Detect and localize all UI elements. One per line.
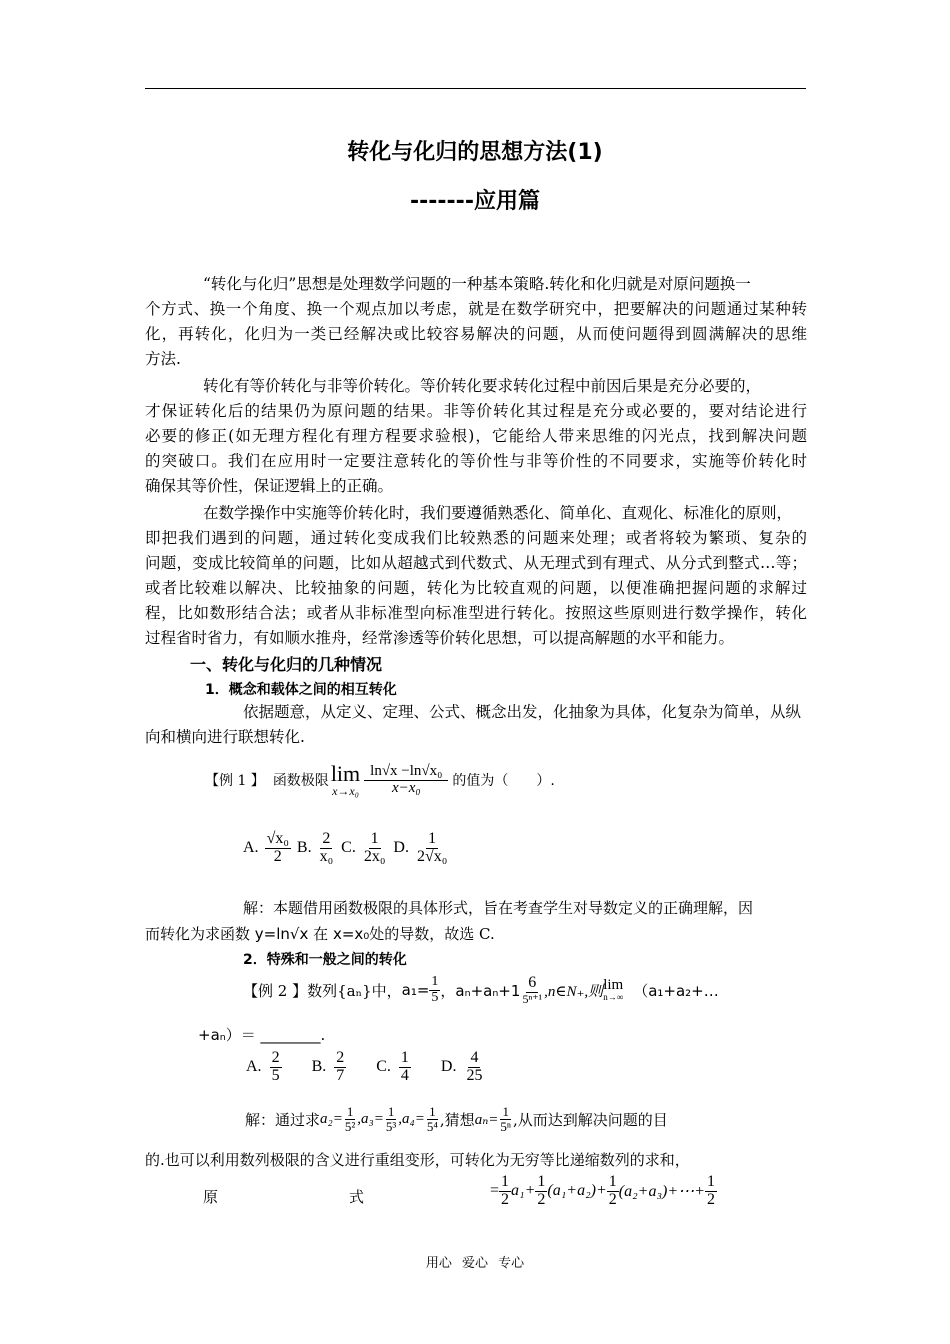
para1-line: 化，再转化，化归为一类已经解决或比较容易解决的问题，从而使问题得到圆满解决的思维	[145, 325, 807, 343]
denominator: 5²	[344, 1118, 356, 1134]
para1-line: 个方式、换一个角度、换一个观点加以考虑，就是在数学研究中，把要解决的问题通过某种转	[145, 300, 807, 318]
para3-line: 或者比较难以解决、比较抽象的问题，转化为比较直观的问题，以便准确把握问题的求解过	[145, 579, 807, 597]
option-a-label: A.	[243, 839, 259, 856]
shi-char: 式	[349, 1188, 365, 1206]
lim-symbol: lim	[330, 761, 361, 786]
example-text: 函数极限	[272, 773, 329, 789]
para2-line: 转化有等价转化与非等价转化。等价转化要求转化过程中前因后果是充分必要的，	[203, 377, 762, 395]
half-fraction	[705, 1174, 717, 1209]
option-c-value	[399, 1050, 411, 1085]
option-d-value	[415, 831, 449, 866]
numerator: 6	[528, 973, 537, 991]
option-b-value	[334, 1050, 346, 1085]
text: 在	[313, 925, 329, 943]
option-d-value	[464, 1050, 484, 1085]
numerator: √x₀	[266, 829, 289, 847]
term: (a₂+a₃)+⋯+	[618, 1183, 705, 1200]
numerator: 1	[501, 1172, 510, 1190]
denominator: 5	[271, 1066, 280, 1084]
lim-subscript: n→∞	[603, 992, 624, 1002]
fraction	[520, 975, 544, 1005]
limit-operator	[331, 763, 360, 797]
fraction-denominator: x−x₀	[391, 779, 421, 796]
para2-line: 必要的修正(如无理方程化有理方程要求验根)，它能给人带来思维的闪光点，找到解决问题	[145, 427, 807, 445]
lim-subscript: x→x₀	[332, 784, 359, 798]
example-label: 【例 2 】	[243, 981, 308, 1000]
term: ,a₄=	[398, 1110, 425, 1127]
denominator: 5ⁿ	[500, 1118, 511, 1134]
limit-operator	[603, 978, 623, 1002]
denominator: 5³	[385, 1118, 397, 1134]
denominator: 2	[501, 1190, 510, 1208]
para3-line: 程，比如数形结合法；或者从非标准型向标准型进行转化。按照这些原则进行数学操作，转化	[145, 604, 807, 622]
term: ,a₃=	[357, 1110, 384, 1127]
subsection-heading: 1．概念和载体之间的相互转化	[205, 682, 397, 698]
numerator: 1	[608, 1172, 617, 1190]
fraction	[343, 1105, 357, 1133]
denominator: 5ⁿ⁺¹	[522, 991, 543, 1006]
denominator: 4	[400, 1066, 409, 1084]
fraction	[384, 1105, 398, 1133]
para2-line: 的突破口。我们在应用时一定要注意转化的等价性与非等价性的不同要求，实施等价转化时	[145, 452, 807, 470]
term: (a₁+a₂)+	[547, 1182, 607, 1199]
numerator: 1	[706, 1172, 715, 1190]
solution-2-line	[245, 1096, 668, 1142]
fraction-numerator: ln√x −ln√x₀	[364, 764, 448, 781]
numerator: 1	[431, 973, 439, 989]
numerator: 1	[428, 829, 437, 847]
denominator: x₀	[319, 847, 334, 865]
para3-line: 即把我们遇到的问题，通过转化变成我们比较熟悉的问题来处理；或者将较为繁琐、复杂的	[145, 529, 807, 547]
term: a₁=	[401, 981, 430, 999]
page-subtitle: -------应用篇	[410, 189, 540, 214]
lim-symbol: lim	[603, 977, 624, 993]
denominator: 2	[706, 1190, 715, 1208]
page-title: 转化与化归的思想方法(1)	[347, 140, 603, 165]
half-fraction	[535, 1174, 547, 1209]
term: （a₁+a₂+…	[633, 981, 719, 1000]
solution-1-line	[145, 923, 495, 944]
text: 解：通过求	[245, 1110, 321, 1129]
option-a-label: A.	[246, 1058, 262, 1075]
text: ,从而达到解决问题的目	[513, 1110, 668, 1129]
text: 处的导数，故选 C.	[369, 925, 495, 943]
fraction	[429, 975, 440, 1005]
limit-fraction	[364, 764, 448, 797]
denominator: 2√x₀	[416, 847, 448, 865]
numerator: 1	[400, 1048, 409, 1066]
term: ，aₙ+aₙ+1	[440, 981, 521, 1000]
example-2-line: +aₙ）＝ ________.	[198, 1026, 326, 1044]
half-fraction	[607, 1174, 619, 1209]
denominator: 7	[336, 1066, 345, 1084]
sub1-text-line: 向和横向进行联想转化.	[145, 728, 305, 746]
numerator: 1	[502, 1103, 509, 1119]
example-tail: 的值为（ ）.	[452, 773, 555, 789]
option-d-label: D.	[440, 1058, 457, 1075]
denominator: 2	[608, 1190, 617, 1208]
numerator: 2	[336, 1048, 345, 1066]
para1-line: 方法.	[145, 350, 181, 368]
option-c-label: C.	[376, 1058, 391, 1075]
numerator: 4	[470, 1048, 479, 1066]
option-b-label: B.	[311, 1058, 327, 1075]
option-a-value	[265, 831, 291, 866]
fraction	[498, 1105, 513, 1133]
example-2	[243, 966, 719, 1014]
text: 而转化为求函数	[145, 925, 251, 943]
option-a-value	[270, 1050, 282, 1085]
text: ,猜想	[439, 1110, 475, 1129]
header-rule	[145, 88, 806, 89]
numerator: 1	[346, 1103, 354, 1119]
example-1-options	[243, 822, 449, 874]
numerator: 2	[271, 1048, 280, 1066]
denominator: 2	[537, 1190, 546, 1208]
numerator: 1	[387, 1103, 395, 1119]
option-b-value	[318, 831, 336, 866]
para3-line: 过程省时省力，有如顺水推舟，经常渗透等价转化思想，可以提高解题的水平和能力。	[145, 629, 735, 647]
text: 数列{aₙ}中，	[307, 981, 402, 1000]
solution-2-formula	[490, 1168, 717, 1214]
example-1	[205, 752, 555, 808]
numerator: 1	[429, 1103, 436, 1119]
function-expression: y=ln√x	[254, 925, 309, 943]
example-2-options	[246, 1044, 484, 1090]
fraction	[425, 1105, 440, 1133]
yuan-char: 原	[203, 1188, 219, 1206]
denominator: 25	[466, 1066, 483, 1084]
para2-line: 才保证转化后的结果仍为原问题的结果。非等价转化其过程是充分或必要的，要对结论进行	[145, 402, 807, 420]
para1-line: “转化与化归”思想是处理数学问题的一种基本策略.转化和化归就是对原问题换一	[203, 275, 751, 293]
term: a₁+	[511, 1182, 536, 1199]
term: a₂=	[320, 1110, 343, 1127]
page-footer: 用心 爱心 专心	[425, 1256, 525, 1271]
equals: =	[490, 1182, 500, 1199]
denominator: 5⁴	[426, 1118, 438, 1134]
denominator: 2x₀	[363, 847, 386, 865]
option-c-value	[362, 831, 388, 866]
example-label: 【例 1 】	[205, 773, 265, 789]
half-fraction	[499, 1174, 511, 1209]
option-b-label: B.	[296, 839, 312, 856]
sub1-text-line: 依据题意，从定义、定理、公式、概念出发，化抽象为具体，化复杂为简单，从纵	[243, 703, 802, 721]
numerator: 2	[322, 829, 331, 847]
subsection-heading: 2．特殊和一般之间的转化	[243, 952, 407, 968]
para2-line: 确保其等价性，保证逻辑上的正确。	[145, 477, 394, 495]
numerator: 1	[370, 829, 379, 847]
para3-line: 在数学操作中实施等价转化时，我们要遵循熟悉化、简单化、直观化、标准化的原则，	[203, 504, 793, 522]
section-heading: 一、转化与化归的几种情况	[190, 655, 383, 674]
solution-2-line: 的.也可以利用数列极限的含义进行重组变形，可转化为无穷等比递缩数列的求和，	[145, 1151, 690, 1169]
denominator: 2	[273, 847, 282, 865]
point-expression: x=x₀	[332, 925, 370, 943]
para3-line: 问题，变成比较简单的问题，比如从超越式到代数式、从无理式到有理式、从分式到整式…等；	[145, 554, 807, 572]
term: aₙ=	[474, 1111, 499, 1128]
denominator: 5	[431, 989, 439, 1005]
option-d-label: D.	[393, 839, 409, 856]
solution-1-line: 解：本题借用函数极限的具体形式，旨在考查学生对导数定义的正确理解，因	[243, 899, 754, 917]
numerator: 1	[537, 1172, 546, 1190]
term: ,n∈N₊,则	[544, 983, 604, 1000]
option-c-label: C.	[341, 839, 356, 856]
